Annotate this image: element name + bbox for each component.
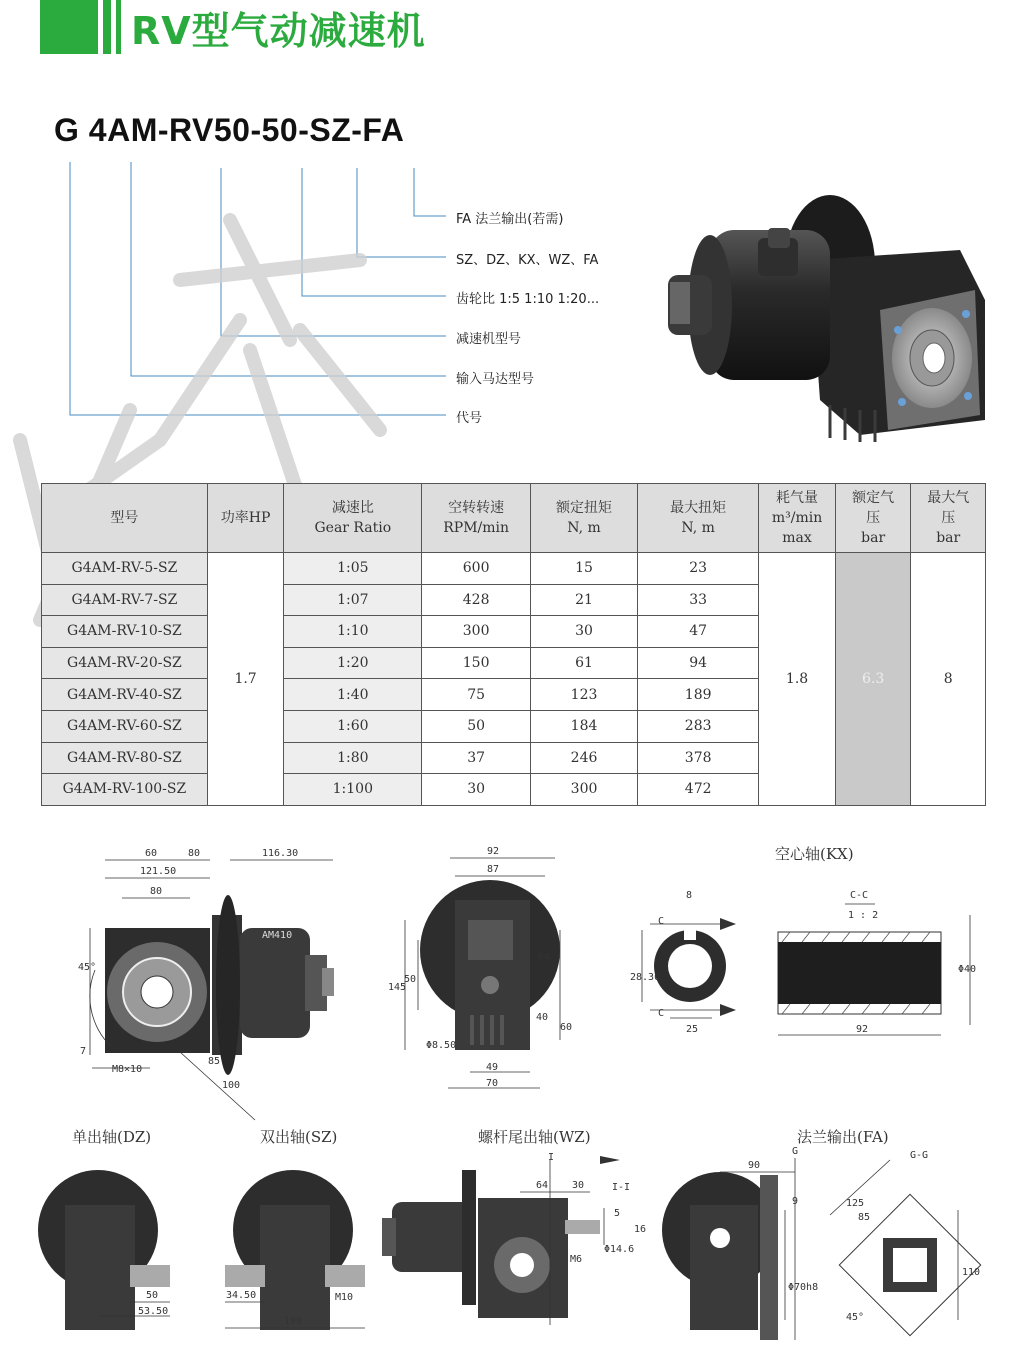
col-header-text: 减速比	[331, 500, 374, 516]
single-output-drawing	[38, 1170, 170, 1330]
col-header-text: 空转转速	[448, 500, 505, 516]
cell-model: G4AM-RV-80-SZ	[42, 742, 208, 774]
cell-rated-torque: 246	[530, 742, 637, 774]
dim-text: C	[658, 916, 665, 927]
dim-text: M10	[335, 1292, 354, 1303]
hollow-shaft-drawing	[778, 890, 976, 1035]
col-header-max-torque	[638, 484, 759, 553]
cell-air-consumption: 1.8	[759, 553, 836, 806]
dim-text: Φ70h8	[788, 1282, 819, 1293]
dim-text: 7	[80, 1046, 87, 1057]
col-header-subtext: 压	[941, 510, 956, 526]
cell-rated-torque: 300	[530, 774, 637, 806]
code-label-motor-model: 输入马达型号	[456, 372, 535, 387]
cell-max-torque: 283	[638, 710, 759, 742]
cell-max-torque: 472	[638, 774, 759, 806]
dim-text: M6	[570, 1254, 583, 1265]
code-label-output-type: SZ、DZ、KX、WZ、FA	[456, 253, 599, 268]
cell-power: 1.7	[207, 553, 283, 806]
dim-text: 92	[856, 1024, 869, 1035]
cell-model: G4AM-RV-40-SZ	[42, 679, 208, 711]
dim-text: 199	[284, 1316, 303, 1327]
dim-text: 125	[846, 1198, 865, 1209]
col-header-text: 功率HP	[220, 510, 271, 526]
cell-rpm: 600	[422, 553, 531, 585]
cell-ratio: 1:05	[284, 553, 422, 585]
product-photo	[640, 190, 1020, 460]
cell-ratio: 1:07	[284, 584, 422, 616]
dim-text: 9	[792, 1196, 799, 1207]
col-header-max-pressure	[911, 484, 986, 553]
dim-text: M8×10	[112, 1064, 143, 1075]
cell-rated-torque: 21	[530, 584, 637, 616]
dim-text: 60	[145, 848, 158, 859]
col-header-rated-pressure	[835, 484, 910, 553]
page-title: RV型气动减速机	[131, 8, 426, 53]
cell-rated-torque: 61	[530, 647, 637, 679]
cell-rpm: 30	[422, 774, 531, 806]
dim-text: 30	[572, 1180, 585, 1191]
dim-text: Φ40	[958, 964, 977, 975]
dim-text: 110	[962, 1267, 981, 1278]
code-label-reducer-model: 减速机型号	[456, 332, 522, 347]
col-header-rated-torque	[530, 484, 637, 553]
dim-text: 80	[188, 848, 201, 859]
dim-text: I	[548, 1152, 555, 1163]
col-header-ratio	[284, 484, 422, 553]
cell-model: G4AM-RV-5-SZ	[42, 553, 208, 585]
section-scale: 1 : 2	[848, 910, 879, 921]
cell-max-torque: 47	[638, 616, 759, 648]
dim-text: 64	[538, 952, 551, 963]
caption-hollow-shaft: 空心轴(KX)	[775, 845, 854, 863]
flange-output-drawing	[662, 1146, 981, 1340]
dim-text: 70	[486, 1078, 499, 1089]
front-view-drawing	[78, 848, 334, 1120]
screw-output-drawing	[382, 1152, 646, 1325]
dim-text: 16	[634, 1224, 647, 1235]
col-header-text: 耗气量	[776, 490, 819, 506]
dim-text: 28.30	[630, 972, 661, 983]
dim-text: 145	[388, 982, 407, 993]
col-header-rpm	[422, 484, 531, 553]
cell-rated-pressure: 6.3	[835, 553, 910, 806]
caption-double-shaft: 双出轴(SZ)	[260, 1128, 338, 1146]
cell-model: G4AM-RV-20-SZ	[42, 647, 208, 679]
dim-text: 45°	[78, 962, 97, 973]
spec-table-header-row	[42, 484, 986, 553]
col-header-text: 额定扭矩	[556, 500, 613, 516]
cell-model: G4AM-RV-7-SZ	[42, 584, 208, 616]
col-header-text: 额定气	[852, 490, 895, 506]
caption-single-shaft: 单出轴(DZ)	[72, 1128, 152, 1146]
col-header-subtext: N, m	[567, 520, 601, 536]
code-label-flange: FA 法兰输出(若需)	[456, 212, 564, 227]
cell-model: G4AM-RV-10-SZ	[42, 616, 208, 648]
caption-flange-output: 法兰输出(FA)	[797, 1128, 889, 1146]
dim-text: 80	[150, 886, 163, 897]
dim-text: 45°	[846, 1312, 865, 1323]
dim-text: 116.30	[262, 848, 299, 859]
technical-drawings	[0, 820, 1026, 1365]
cell-max-torque: 94	[638, 647, 759, 679]
model-code: G 4AM-RV50-50-SZ-FA	[54, 112, 405, 148]
shaft-section-drawing	[630, 890, 736, 1035]
cell-max-torque: 378	[638, 742, 759, 774]
cell-rated-torque: 184	[530, 710, 637, 742]
dim-text: G-G	[910, 1150, 929, 1161]
dim-text: Φ14.6	[604, 1244, 635, 1255]
cell-ratio: 1:10	[284, 616, 422, 648]
dim-text: 5	[614, 1208, 621, 1219]
cell-ratio: 1:100	[284, 774, 422, 806]
dim-text: 85	[208, 1056, 221, 1067]
col-header-subtext: N, m	[681, 520, 715, 536]
cell-rpm: 428	[422, 584, 531, 616]
code-label-gear-ratio: 齿轮比 1:5 1:10 1:20...	[456, 292, 600, 307]
col-header-subtext: Gear Ratio	[314, 520, 392, 536]
dim-text: 50	[146, 1290, 159, 1301]
col-header-subtext: m³/min	[771, 510, 823, 526]
cell-rpm: 75	[422, 679, 531, 711]
col-header-text: 型号	[110, 510, 139, 526]
dim-text: 92	[487, 846, 500, 857]
dim-text: 49	[486, 1062, 499, 1073]
col-header-power	[207, 484, 283, 553]
section-label: C-C	[850, 890, 869, 901]
col-header-subtext: RPM/min	[443, 520, 510, 536]
dim-text: I-I	[612, 1182, 631, 1193]
cell-rated-torque: 15	[530, 553, 637, 585]
cell-rpm: 300	[422, 616, 531, 648]
cell-ratio: 1:40	[284, 679, 422, 711]
cell-max-torque: 33	[638, 584, 759, 616]
cell-max-torque: 189	[638, 679, 759, 711]
spec-table	[41, 483, 986, 806]
dim-text: 50	[404, 974, 417, 985]
cell-model: G4AM-RV-100-SZ	[42, 774, 208, 806]
col-header-subtext: bar	[936, 530, 961, 546]
side-view-drawing	[388, 846, 572, 1089]
cell-rpm: 150	[422, 647, 531, 679]
cell-ratio: 1:20	[284, 647, 422, 679]
cell-rpm: 50	[422, 710, 531, 742]
col-header-air-consumption	[759, 484, 836, 553]
dim-text: C	[658, 1008, 665, 1019]
cell-rated-torque: 123	[530, 679, 637, 711]
cell-rpm: 37	[422, 742, 531, 774]
dim-text: 40	[536, 1012, 549, 1023]
dim-text: 34.50	[226, 1290, 257, 1301]
col-header-text: 最大扭矩	[670, 500, 727, 516]
dim-text: 90	[748, 1160, 761, 1171]
dim-text: 60	[560, 1022, 573, 1033]
double-output-drawing	[225, 1170, 365, 1330]
table-row	[42, 553, 986, 585]
motor-label: AM410	[262, 930, 293, 941]
dim-text: 100	[222, 1080, 241, 1091]
dim-text: 85	[858, 1212, 871, 1223]
col-header-subtext: 压	[866, 510, 881, 526]
code-label-prefix: 代号	[456, 411, 483, 426]
col-header-subtext: bar	[861, 530, 886, 546]
cell-model: G4AM-RV-60-SZ	[42, 710, 208, 742]
col-header-subtext: max	[782, 530, 812, 546]
dim-text: 8	[686, 890, 693, 901]
cell-rated-torque: 30	[530, 616, 637, 648]
dim-text: 25	[686, 1024, 699, 1035]
dim-text: 87	[487, 864, 500, 875]
dim-text: 121.50	[140, 866, 177, 877]
cell-ratio: 1:80	[284, 742, 422, 774]
col-header-model	[42, 484, 208, 553]
cell-max-pressure: 8	[911, 553, 986, 806]
col-header-text: 最大气	[927, 490, 970, 506]
dim-text: G	[792, 1146, 799, 1157]
dim-text: 53.50	[138, 1306, 169, 1317]
cell-max-torque: 23	[638, 553, 759, 585]
cell-ratio: 1:60	[284, 710, 422, 742]
caption-screw-shaft: 螺杆尾出轴(WZ)	[478, 1128, 591, 1146]
dim-text: 64	[536, 1180, 549, 1191]
dim-text: Φ8.50	[426, 1040, 457, 1051]
